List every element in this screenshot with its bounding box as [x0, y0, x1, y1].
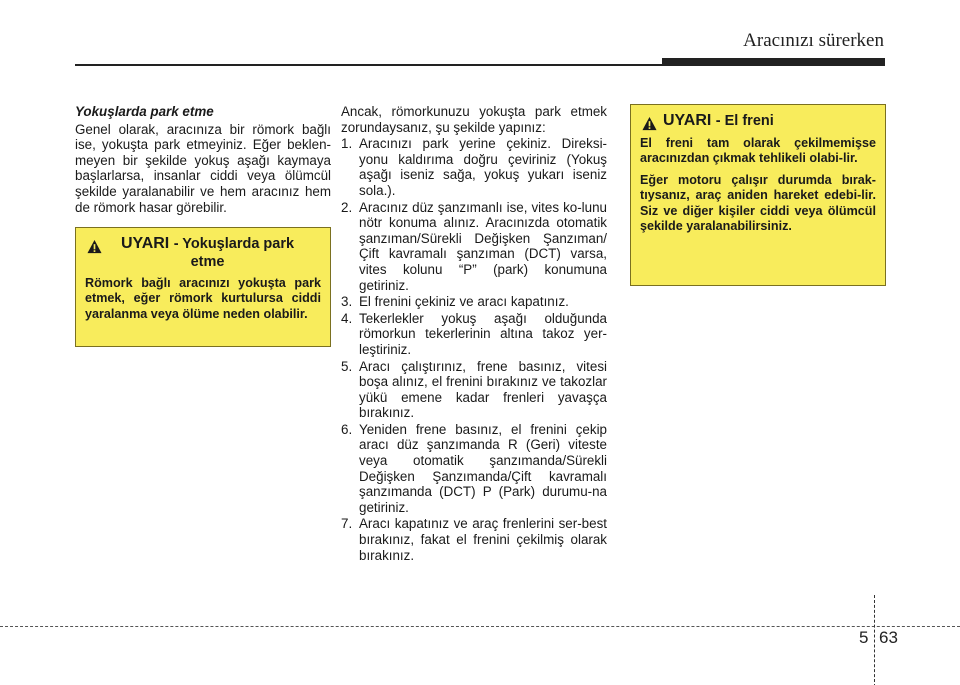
section-paragraph: Genel olarak, aracınıza bir römork bağlı ise, yokuşta park etmeyiniz. Eğer beklen-meyen bir şekilde yokuş aşağı kaymaya başlarlarsa, insanlar ciddi veya ölümcül şekilde yaralanabilir ve hem aracınız hem de römork hasar görebilir. — [75, 121, 331, 215]
list-item — [341, 311, 607, 358]
warning-triangle-icon — [642, 116, 657, 131]
step-text: Aracı kapatınız ve araç frenlerini ser-best bırakınız, fakat el frenini çekilmiş olarak bırakınız. — [359, 516, 607, 563]
chapter-number: 5 — [859, 628, 869, 647]
step-number: 7. — [341, 516, 353, 532]
warning-title — [108, 235, 321, 271]
middle-column — [341, 104, 607, 563]
step-number: 6. — [341, 421, 353, 437]
left-column — [75, 104, 331, 215]
header-rule — [75, 64, 662, 66]
warning-triangle-icon — [87, 239, 102, 254]
warning-subtitle: - El freni — [715, 113, 774, 129]
warning-box-hill-parking — [75, 227, 331, 347]
steps-intro: Ancak, römorkunuzu yokuşta park etmek zorundaysanız, şu şekilde yapınız: — [341, 104, 607, 135]
step-text: Aracınızı park yerine çekiniz. Direksi-yonu kaldırıma doğru çeviriniz (Yokuş aşağı iseniz sağa, yokuş yukarı iseniz sola.). — [359, 136, 607, 198]
header-bar — [662, 58, 885, 66]
warning-text: El freni tam olarak çekilmemişse aracınızdan çıkmak tehlikeli olabi-lir. — [640, 136, 876, 166]
step-text: Tekerlekler yokuş aşağı olduğunda römorkun tekerlerinin altına takoz yer-leştiriniz. — [359, 310, 607, 357]
list-item — [341, 359, 607, 421]
list-item — [341, 200, 607, 294]
step-number: 2. — [341, 199, 353, 215]
warning-box-parking-brake — [630, 104, 886, 286]
step-number: 5. — [341, 358, 353, 374]
warning-text: Eğer motoru çalışır durumda bırak-tıysanız, araç aniden hareket edebi-lir. Siz ve diğer kişiler ciddi veya ölümcül şekilde yaralanabilirsiniz. — [640, 172, 876, 234]
step-text: Aracı çalıştırınız, frene basınız, vitesi boşa alınız, el frenini bırakınız ve takozlar yükü emene kadar frenleri yavaşça bırakınız. — [359, 358, 607, 421]
warning-text: Römork bağlı aracınızı yokuşta park etmek, eğer römork kurtulursa ciddi yaralanma veya ölüme neden olabilir. — [85, 276, 321, 321]
list-item — [341, 422, 607, 516]
warning-body — [640, 136, 876, 234]
step-text: Yeniden frene basınız, el frenini çekip aracı düz şanzımanda R (Geri) viteste veya otomatik şanzımanda/Sürekli Değişken Şanzımanda/Çift kavramalı şanzımanda (DCT) P (Park) durumu-na getiriniz. — [359, 421, 607, 515]
step-number: 4. — [341, 310, 353, 326]
warning-subtitle: - Yokuşlarda park etme — [173, 236, 295, 270]
section-subhead: Yokuşlarda park etme — [75, 104, 214, 119]
step-text: El frenini çekiniz ve aracı kapatınız. — [359, 294, 569, 310]
step-text: Aracınız düz şanzımanlı ise, vites ko-lunu nötr konuma alınız. Aracınızda otomatik şanzıman/Sürekli Değişken Şanzıman/Çift kavramalı şanzıman (DCT) varsa, vites kolunu “P” (park) konumuna getiriniz. — [359, 199, 607, 293]
steps-list — [341, 136, 607, 563]
footer-dashed-divider — [874, 595, 875, 685]
page-header-title: Aracınızı sürerken — [743, 30, 884, 51]
warning-title — [663, 112, 774, 130]
step-number: 1. — [341, 136, 353, 152]
step-number: 3. — [341, 294, 353, 310]
list-item — [341, 136, 607, 198]
list-item — [341, 294, 607, 310]
warning-body — [85, 276, 321, 322]
warning-label: UYARI — [120, 235, 170, 252]
page-number: 63 — [879, 628, 898, 647]
warning-label: UYARI — [663, 112, 712, 129]
footer-dashed-line — [0, 626, 960, 627]
list-item — [341, 516, 607, 563]
